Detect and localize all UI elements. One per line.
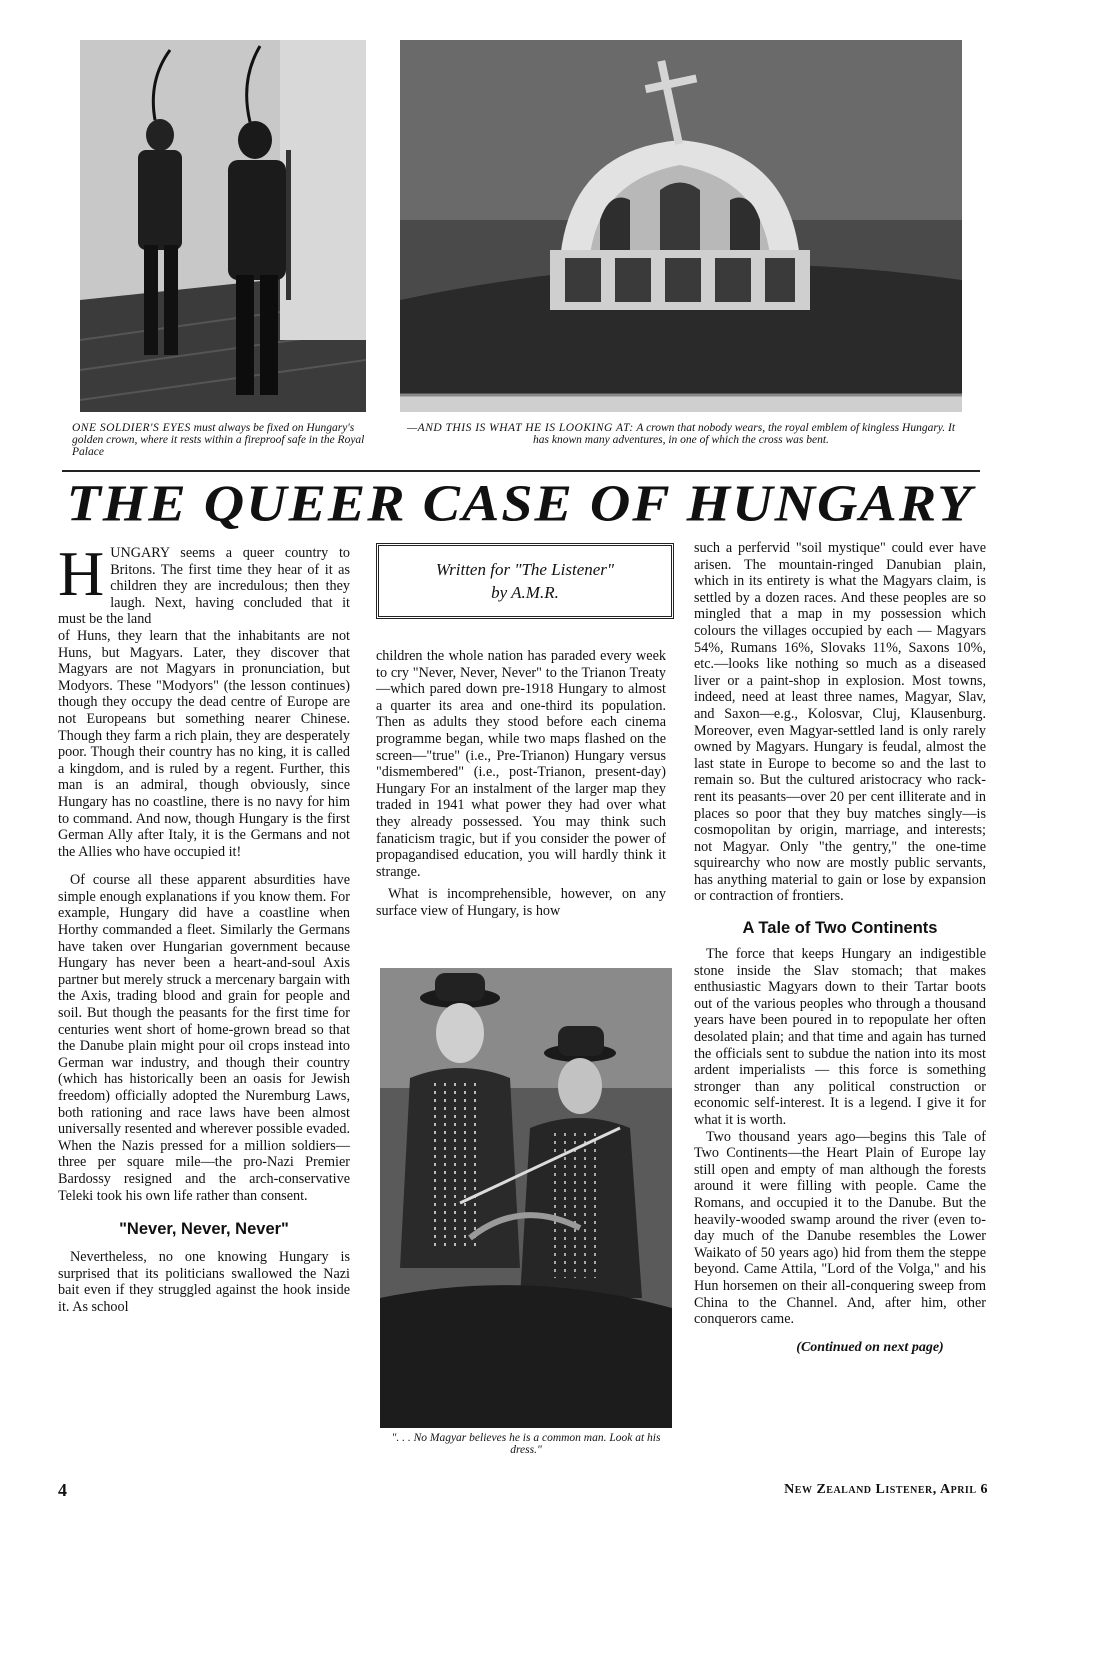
- crown-caption-lead: —AND THIS IS WHAT HE IS LOOKING AT:: [406, 422, 634, 434]
- col3-paragraph-3: Two thousand years ago—begins this Tale of Two Continents—the Heart Plain of Europe lay still open and empty of man although the forests around it were filling with people. Came the Romans, and occupied it to the Danube. But the heavily-wooded swamp around the river (even to-day much of the Danube resembles the Lower Waikato of 50 years ago) hid from them the steppe beyond. Came Attila, "Lord of the Volga," and his Hun horsemen on their all-conquering sweep from China to the Channel. And, after him, other conquerors came.: [694, 1128, 986, 1328]
- byline-author: by A.M.R.: [491, 583, 559, 602]
- soldiers-illustration: [80, 40, 366, 412]
- column-2: [376, 648, 666, 920]
- hussars-caption: ". . . No Magyar believes he is a common man. Look at his dress.": [391, 1432, 661, 1456]
- byline-written-for: Written for "The Listener": [435, 560, 615, 579]
- article-title: THE QUEER CASE OF HUNGARY: [66, 475, 974, 533]
- hussars-illustration: [380, 968, 672, 1428]
- col1-paragraph-3: Nevertheless, no one knowing Hungary is surprised that its politicians swallowed the Nazi bait even if they struggled against the hook inside it. As school: [58, 1249, 350, 1315]
- col1-paragraph-1: of Huns, they learn that the inhabitants are not Huns, but Magyars. Later, they discover that Magyars are not Magyars in pronunciation, but Modyors. These "Modyors" (the lesson continues) though they occupy the dead centre of Europe are not Europeans but something nearer Chinese. Though they farm a rich plain, they are desperately poor. Though their country has no king, it is called a kingdom, and is ruled by a regent. Further, this man is an admiral, though obviously, since Hungary has no coastline, there is no navy for him to command. And now, though Hungary is the first German Ally after Italy, it is the Germans and not the Allies who have occupied it!: [58, 627, 350, 860]
- lead-text: UNGARY seems a queer country to Britons. The first time they hear of it as children they are incredulous; then they laugh. Next, having concluded that it must be the land: [58, 545, 350, 628]
- col2-paragraph-1: children the whole nation has paraded every week to cry "Never, Never, Never" to the Trianon Treaty—which pared down pre-1918 Hungary to almost a quarter its area and one-third its population. Then as adults they stood before each cinema programme began, while two maps flashed on the screen—"true" (i.e., Pre-Trianon) Hungary versus "dismembered" (i.e., post-Trianon, present-day) Hungary For an instalment of the larger map they traded in 1941 what power they had over what they already possessed. You may think such fanaticism tragic, but if you consider the power of propagandised education, you will hardly think it strange.: [376, 648, 666, 880]
- col3-paragraph-1: such a perfervid "soil mystique" could ever have arisen. The mountain-ringed Danubian plain, which in its entirety is what the Magyars claim, is settled by a dozen races. And these peoples are so mingled that a map in my possession which colours the villages occupied by each — Magyars 54%, Rumans 16%, Slovaks 11%, Saxons 10%, etc.—looks like nothing so much as a diseased liver or a paint-shop in explosion. Most towns, indeed, need at least three names, Magyar, Slav, and Saxon—e.g., Kolosvar, Cluj, Klausenburg. Moreover, even Magyar-settled land is only rarely owned by Magyars. Hungary is feudal, almost the last state in Europe to become so and the last to remain so. But the cultured aristocracy who rack-rent its peasants—over 20 per cent illiterate and in places so poor that they buy matches singly—is cosmopolitan by origin, marriage, and interests; not Magyar. Only "the gentry," the one-time squirearchy who now are mostly public servants, has anything material to gain or lose by expansion or contraction of frontiers.: [694, 540, 986, 905]
- hussars-photo: [380, 968, 672, 1428]
- col3-paragraph-2: The force that keeps Hungary an indigestible stone inside the Slav stomach; that makes enthusiastic Magyars down to their Tartar boots out of the various peoples who through a thousand years have been poured in to repopulate her often desolated plain; and that time and again has turned the officials sent to subdue the nation into its most ardent imperialists — this force is something stronger than any political construction or economic self-interest. It is a legend. I give it for what it is worth.: [694, 946, 986, 1128]
- byline-box: [376, 543, 674, 619]
- soldiers-photo: [80, 40, 366, 412]
- subhead-two-continents: A Tale of Two Continents: [742, 919, 938, 938]
- column-1: [58, 538, 350, 1316]
- soldiers-caption-rest: must always be fixed on Hungary's golden crown, where it rests within a fireproof safe in the Royal Palace: [72, 422, 365, 458]
- column-3: [694, 540, 986, 1356]
- page-number: 4: [58, 1480, 67, 1500]
- crown-caption: [398, 422, 964, 446]
- title-rule: [62, 470, 980, 472]
- col2-paragraph-2: What is incomprehensible, however, on any surface view of Hungary, is how: [376, 886, 666, 919]
- soldiers-caption-lead: ONE SOLDIER'S EYES: [72, 422, 191, 434]
- subhead-never: "Never, Never, Never": [119, 1220, 289, 1239]
- soldiers-caption: [72, 422, 372, 458]
- crown-photo: [400, 40, 962, 412]
- continued-note: (Continued on next page): [796, 1339, 944, 1355]
- crown-caption-rest: A crown that nobody wears, the royal emblem of kingless Hungary. It has known many adventures, in one of which the cross was bent.: [533, 422, 956, 446]
- crown-illustration: [400, 40, 962, 412]
- drop-cap: H: [58, 538, 105, 609]
- publication-footer: New Zealand Listener, April 6: [784, 1482, 988, 1497]
- col1-paragraph-2: Of course all these apparent absurdities have simple enough explanations if you know them. For example, Hungary did have a coastline when Horthy commanded a fleet. Similarly the Germans have taken over Hungarian government because Hungary has never been a heart-and-soul Axis partner but merely struck a mercenary bargain with the Axis, trading blood and grain for people and soil. But though the peasants for the first time for centuries went short of home-grown bread so that the Danube plain might pour oil crops instead into German war industry, and though their country (which has historically been an oasis for Jewish freedom) officially adopted the Nuremburg Laws, both rationing and race laws have been almost universally resented and wherever possible evaded. When the Nazis pressed for a million soldiers—three per square mile—the pro-Nazi Premier Bardossy resigned and the arch-conservative Teleki took his own life rather than consent.: [58, 872, 350, 1204]
- lead-paragraph: [58, 538, 350, 628]
